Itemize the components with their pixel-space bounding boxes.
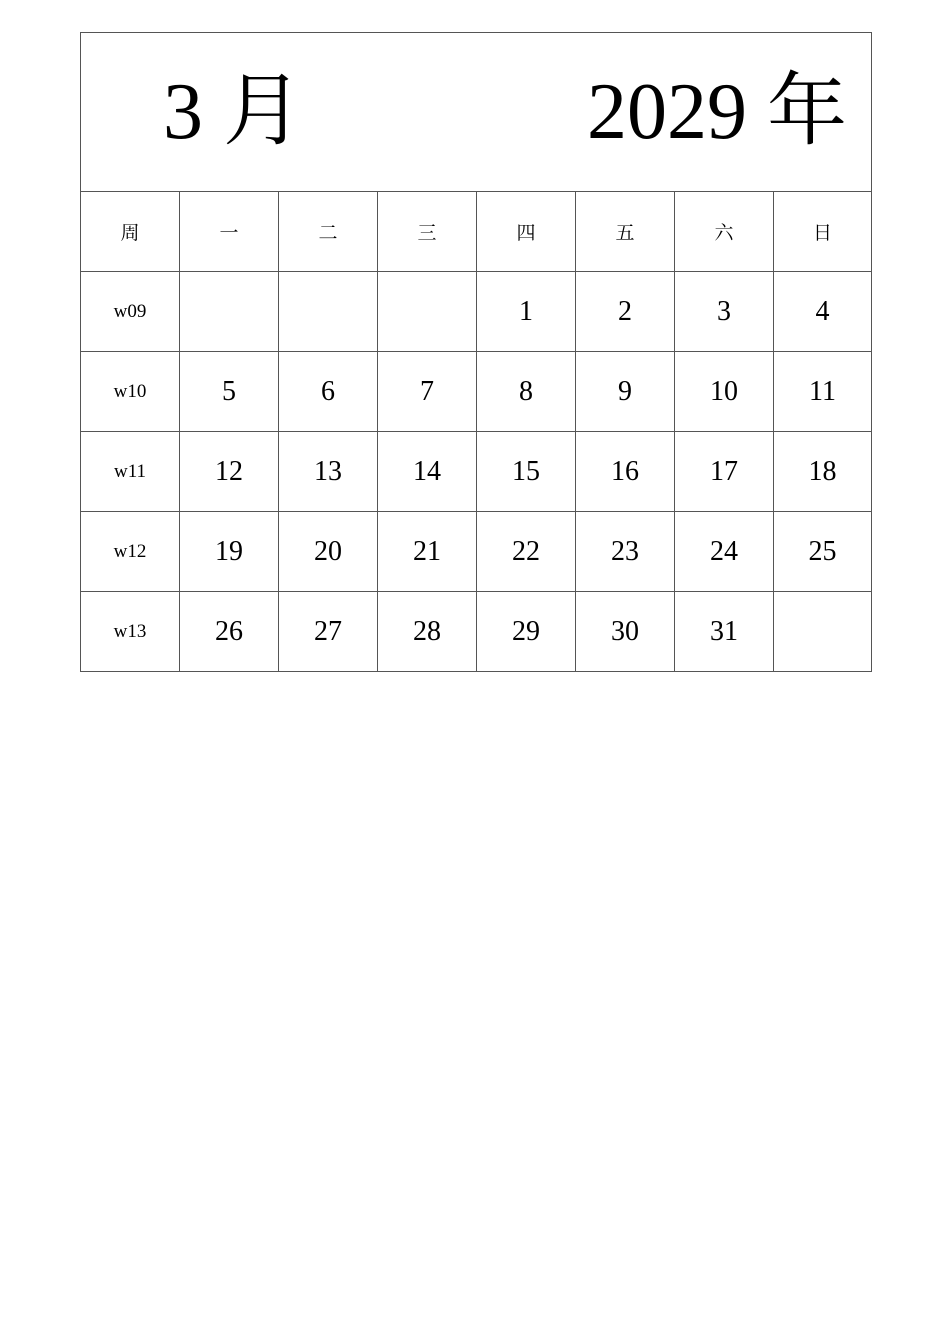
day-cell: 21 (378, 512, 477, 592)
day-cell: 28 (378, 592, 477, 672)
day-cell: 6 (279, 352, 378, 432)
day-cell: 13 (279, 432, 378, 512)
day-cell: 9 (576, 352, 675, 432)
week-number: w10 (81, 352, 180, 432)
day-cell: 16 (576, 432, 675, 512)
week-row (81, 352, 872, 432)
day-cell: 22 (477, 512, 576, 592)
week-row (81, 272, 872, 352)
day-cell: 15 (477, 432, 576, 512)
week-row (81, 512, 872, 592)
calendar-table (80, 32, 872, 672)
weekday-wednesday: 三 (378, 192, 477, 272)
day-cell (279, 272, 378, 352)
week-row (81, 432, 872, 512)
month-title: 3 月 (163, 68, 303, 156)
day-cell: 12 (180, 432, 279, 512)
weekday-tuesday: 二 (279, 192, 378, 272)
day-cell: 1 (477, 272, 576, 352)
day-cell: 7 (378, 352, 477, 432)
week-number: w13 (81, 592, 180, 672)
day-cell: 10 (675, 352, 774, 432)
weekday-friday: 五 (576, 192, 675, 272)
day-cell: 4 (774, 272, 872, 352)
day-cell: 30 (576, 592, 675, 672)
day-cell: 25 (774, 512, 872, 592)
week-number: w09 (81, 272, 180, 352)
calendar-header-row (81, 33, 872, 192)
week-number: w11 (81, 432, 180, 512)
day-cell: 20 (279, 512, 378, 592)
week-number: w12 (81, 512, 180, 592)
day-cell: 27 (279, 592, 378, 672)
day-cell (378, 272, 477, 352)
day-cell: 24 (675, 512, 774, 592)
day-cell (774, 592, 872, 672)
year-title: 2029 年 (587, 68, 847, 156)
day-cell: 18 (774, 432, 872, 512)
weekday-saturday: 六 (675, 192, 774, 272)
weekday-header-row (81, 192, 872, 272)
calendar-header (81, 33, 872, 192)
day-cell: 5 (180, 352, 279, 432)
day-cell: 3 (675, 272, 774, 352)
weekday-thursday: 四 (477, 192, 576, 272)
week-row (81, 592, 872, 672)
weekday-monday: 一 (180, 192, 279, 272)
day-cell: 29 (477, 592, 576, 672)
day-cell: 26 (180, 592, 279, 672)
day-cell: 11 (774, 352, 872, 432)
day-cell: 14 (378, 432, 477, 512)
week-column-header: 周 (81, 192, 180, 272)
day-cell: 19 (180, 512, 279, 592)
day-cell (180, 272, 279, 352)
day-cell: 8 (477, 352, 576, 432)
weekday-sunday: 日 (774, 192, 872, 272)
day-cell: 31 (675, 592, 774, 672)
day-cell: 23 (576, 512, 675, 592)
day-cell: 2 (576, 272, 675, 352)
day-cell: 17 (675, 432, 774, 512)
